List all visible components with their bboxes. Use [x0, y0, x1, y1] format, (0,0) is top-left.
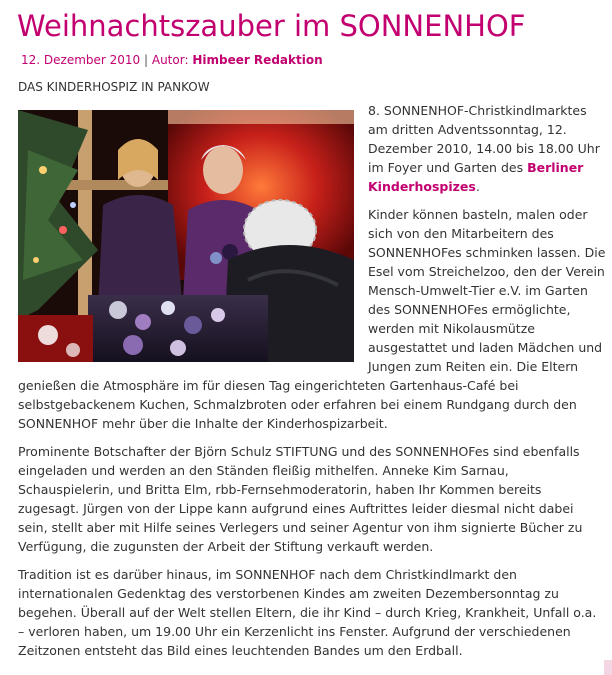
article-date: 12. Dezember 2010: [21, 53, 141, 67]
paragraph-1-end: .: [475, 179, 480, 194]
paragraph-4: Tradition ist es darüber hinaus, im SONNENHOF nach dem Christkindlmarkt den internationalen Gedenktag des verstorbenen Kindes am zweiten Dezembersonntag zu begehen. Überall auf der Welt stellen Eltern, die ihr Kind – durch Krieg, Krankheit, Unfall o.a. – verloren haben, um 19.00 Uhr ein Kerzenlicht ins Fenster. Aufgrund der verschiedenen Zeitzonen entsteht das Bild eines leuchtenden Bandes um den Erdball.: [18, 567, 597, 658]
meta-separator: |: [140, 53, 152, 67]
author-prefix: Autor:: [151, 53, 193, 67]
author-link[interactable]: Himbeer Redaktion: [192, 53, 323, 67]
paragraph-1-text: 8. SONNENHOF-Christkindlmarktes am dritten Adventssonntag, 12. Dezember 2010, 14.00 bis 18.00 Uhr im Foyer und Garten des: [368, 103, 600, 175]
hospice-link[interactable]: Berliner Kinderhospizes: [368, 160, 584, 194]
article-photo: [18, 110, 354, 362]
article-meta: [21, 52, 323, 68]
decorative-corner: [604, 660, 612, 675]
paragraph-3: Prominente Botschafter der Björn Schulz STIFTUNG und des SONNENHOFes sind ebenfalls eingeladen und werden an den Ständen fleißig mithelfen. Anneke Kim Sarnau, Schauspielerin, und Britta Elm, rbb-Fernsehmoderatorin, haben Ihr Kommen bereits zugesagt. Jürgen von der Lippe kann aufgrund eines Auftrittes leider diesmal nicht dabei sein, stellt aber mit Hilfe seines Verlegers und seiner Agentur von ihm signierte Bücher zu Verfügung, die zugunsten der Arbeit der Stiftung verkauft werden.: [18, 444, 583, 554]
article-title: Weihnachtszauber im SONNENHOF: [17, 9, 526, 43]
article-kicker: DAS KINDERHOSPIZ IN PANKOW: [18, 80, 210, 94]
paragraph-2: Kinder können basteln, malen oder sich von den Mitarbeitern des SONNENHOFes schminken lassen. Die Esel vom Streichelzoo, den der Verein Mensch-Umwelt-Tier e.V. im Garten des SONNENHOFes ermöglichte, werden mit Nikolausmütze ausgestattet und laden Mädchen und Jungen zum Reiten ein. Die Eltern genießen die Atmosphäre im für diesen Tag eingerichteten Gartenhaus-Café bei selbstgebackenem Kuchen, Schmalzbroten oder erfahren bei einem Rundgang durch den SONNENHOF mehr über die Inhalte der Kinderhospizarbeit.: [18, 207, 606, 431]
photo-christmas-market-icon: [18, 110, 354, 362]
